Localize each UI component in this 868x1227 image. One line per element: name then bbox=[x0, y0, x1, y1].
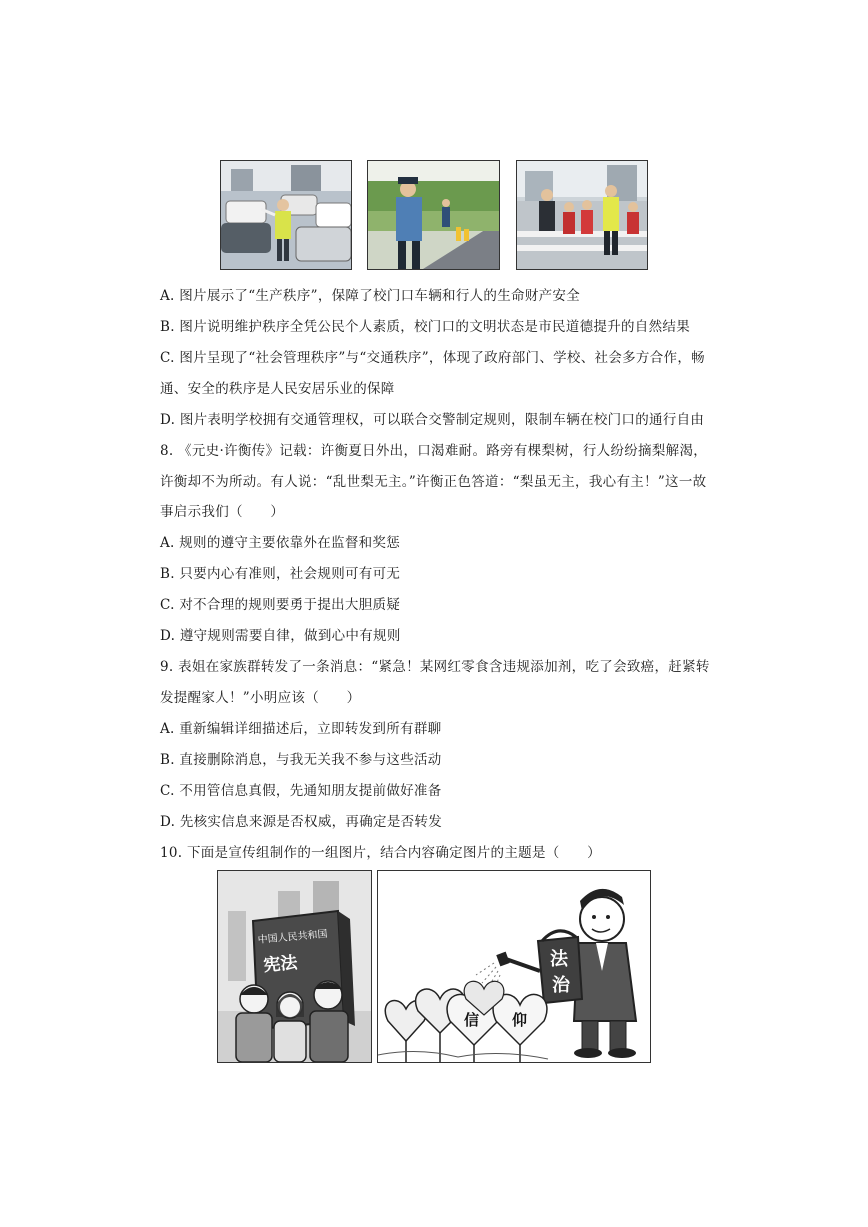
q7-option-b: B. 图片说明维护秩序全凭公民个人素质，校门口的文明状态是市民道德提升的自然结果 bbox=[160, 319, 691, 335]
cartoon-rule-of-law-watering-belief bbox=[377, 870, 651, 1063]
photo-police-escorting-students bbox=[516, 160, 648, 270]
q7-option-c: C. 图片呈现了“社会管理秩序”与“交通秩序”，体现了政府部门、学校、社会多方合作，畅 bbox=[160, 350, 705, 366]
q10-stem: 10. 下面是宣传组制作的一组图片，结合内容确定图片的主题是（ ） bbox=[160, 845, 601, 861]
watering-can-label-zhi: 治 bbox=[552, 975, 570, 996]
q7-option-a: A. 图片展示了“生产秩序”，保障了校门口车辆和行人的生命财产安全 bbox=[160, 288, 581, 304]
q8-stem-line-1: 8. 《元史·许衡传》记载：许衡夏日外出，口渴难耐。路旁有棵梨树，行人纷纷摘梨解渴， bbox=[160, 443, 708, 459]
watering-can-label-fa: 法 bbox=[550, 949, 568, 970]
q8-option-b: B. 只要内心有准则，社会规则可有可无 bbox=[160, 566, 401, 582]
q8-stem-line-2: 许衡却不为所动。有人说：“乱世梨无主。”许衡正色答道：“梨虽无主，我心有主！”这一故 bbox=[160, 474, 707, 490]
q8-stem-line-3: 事启示我们（ ） bbox=[160, 504, 285, 520]
q9-stem-line-1: 9. 表姐在家族群转发了一条消息：“紧急！某网红零食含违规添加剂，吃了会致癌，赶紧转 bbox=[160, 659, 710, 675]
q9-option-c: C. 不用管信息真假，先通知朋友提前做好准备 bbox=[160, 783, 442, 799]
q9-option-d: D. 先核实信息来源是否权威，再确定是否转发 bbox=[160, 814, 443, 830]
cartoon-constitution bbox=[217, 870, 372, 1063]
heart-label-xin: 信 bbox=[464, 1011, 480, 1029]
q8-option-a: A. 规则的遵守主要依靠外在监督和奖惩 bbox=[160, 535, 401, 551]
q9-option-b: B. 直接删除消息，与我无关我不参与这些活动 bbox=[160, 752, 442, 768]
q9-stem-line-2: 发提醒家人！”小明应该（ ） bbox=[160, 690, 361, 706]
constitution-book-title: 宪法 bbox=[262, 953, 299, 976]
q7-option-c-continued: 通、安全的秩序是人民安居乐业的保障 bbox=[160, 381, 395, 397]
constitution-book-spine: 中国人民共和国 bbox=[257, 928, 328, 946]
q8-option-d: D. 遵守规则需要自律，做到心中有规则 bbox=[160, 628, 401, 644]
q9-option-a: A. 重新编辑详细描述后，立即转发到所有群聊 bbox=[160, 721, 442, 737]
q7-option-d: D. 图片表明学校拥有交通管理权，可以联合交警制定规则，限制车辆在校门口的通行自由 bbox=[160, 412, 705, 428]
photo-traffic-police-directing-cars bbox=[220, 160, 352, 270]
photo-traffic-police-on-duty bbox=[367, 160, 500, 270]
q8-option-c: C. 对不合理的规则要勇于提出大胆质疑 bbox=[160, 597, 401, 613]
heart-label-yang: 仰 bbox=[512, 1011, 528, 1029]
